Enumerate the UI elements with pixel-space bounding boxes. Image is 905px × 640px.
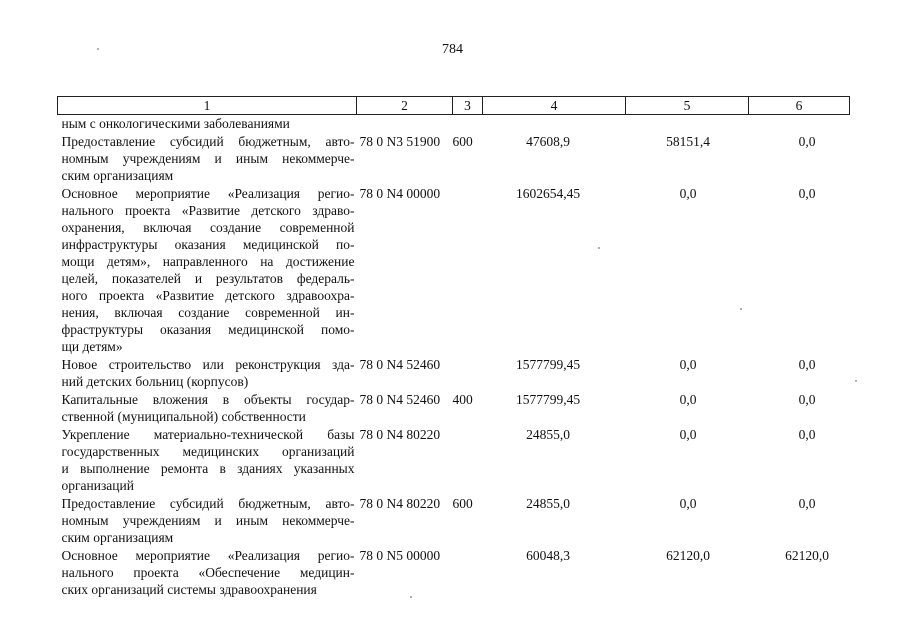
row-name xyxy=(58,494,357,546)
row-value-2: 0,0 xyxy=(679,186,697,201)
row-name-line: фраструктуры оказания медицинской помо- xyxy=(61,322,355,337)
row-vr-code xyxy=(453,355,483,390)
row-value-1: 1577799,45 xyxy=(515,392,581,407)
row-name-line: ских организаций системы здравоохранения xyxy=(61,582,317,597)
row-csr-code: 78 0 N4 80220 xyxy=(359,427,441,442)
row-name xyxy=(58,355,357,390)
row-value-1: 24855,0 xyxy=(526,427,570,442)
row-name-line: номным учреждениям и иным некоммерче- xyxy=(61,513,355,528)
budget-table xyxy=(57,96,850,598)
table-row xyxy=(58,115,850,133)
row-name xyxy=(58,115,357,133)
row-value-2: 0,0 xyxy=(679,427,697,442)
row-name-line: нального проекта «Обеспечение медицин- xyxy=(61,565,355,580)
row-name-line: Основное мероприятие «Реализация регио- xyxy=(61,548,355,563)
row-name-line: Укрепление материально-технической базы xyxy=(61,427,355,442)
row-name-line: Предоставление субсидий бюджетным, авто- xyxy=(61,134,355,149)
row-name-line: ским организациям xyxy=(61,168,174,183)
row-value-2: 62120,0 xyxy=(666,548,710,563)
row-name-line: охранения, включая создание современной xyxy=(61,220,355,235)
row-csr-code: 78 0 N5 00000 xyxy=(359,548,441,563)
row-name-line: ний детских больниц (корпусов) xyxy=(61,374,249,389)
row-value-2: 0,0 xyxy=(679,392,697,407)
row-name-line: ным с онкологическими заболеваниями xyxy=(61,116,290,131)
table-row xyxy=(58,546,850,598)
row-vr-code: 600 xyxy=(452,134,473,149)
row-value-3: 0,0 xyxy=(798,357,816,372)
row-csr-code xyxy=(357,115,453,133)
table-row xyxy=(58,132,850,184)
table-header-row xyxy=(58,97,850,115)
row-name-line: Капитальные вложения в объекты государ- xyxy=(61,392,355,407)
table-body xyxy=(58,115,850,599)
row-value-3: 0,0 xyxy=(798,134,816,149)
row-name-line: номным учреждениям и иным некоммерче- xyxy=(61,151,355,166)
table-row xyxy=(58,390,850,425)
column-header-name: 1 xyxy=(58,97,357,115)
scan-speck xyxy=(855,380,857,382)
column-header-value-3: 6 xyxy=(749,97,850,115)
row-value-3: 0,0 xyxy=(798,427,816,442)
column-header-value-1: 4 xyxy=(483,97,626,115)
row-name xyxy=(58,132,357,184)
scan-speck xyxy=(410,596,412,598)
row-name xyxy=(58,184,357,355)
row-value-1: 60048,3 xyxy=(526,548,570,563)
row-name-line: щи детям» xyxy=(61,339,123,354)
row-name-line: целей, показателей и результатов федераль- xyxy=(61,271,355,286)
row-name-line: Новое строительство или реконструкция зда- xyxy=(61,357,355,372)
table-row xyxy=(58,425,850,494)
row-name-line: мощи детям», направленного на достижение xyxy=(61,254,355,269)
row-vr-code: 600 xyxy=(452,496,473,511)
row-value-2: 0,0 xyxy=(679,357,697,372)
row-csr-code: 78 0 N4 52460 xyxy=(359,357,441,372)
row-name xyxy=(58,390,357,425)
row-name xyxy=(58,546,357,598)
row-vr-code xyxy=(453,546,483,598)
row-value-2: 58151,4 xyxy=(666,134,710,149)
row-name-line: ственной (муниципальной) собственности xyxy=(61,409,306,424)
row-value-1: 47608,9 xyxy=(526,134,570,149)
row-vr-code: 400 xyxy=(452,392,473,407)
column-header-vr: 3 xyxy=(453,97,483,115)
row-name-line: инфраструктуры оказания медицинской по- xyxy=(61,237,355,252)
page-number: 784 xyxy=(442,42,463,57)
row-csr-code: 78 0 N4 80220 xyxy=(359,496,441,511)
scan-speck xyxy=(740,308,742,310)
row-csr-code: 78 0 N4 00000 xyxy=(359,186,441,201)
row-value-1: 1577799,45 xyxy=(515,357,581,372)
row-csr-code: 78 0 N4 52460 xyxy=(359,392,441,407)
table-row xyxy=(58,355,850,390)
scan-speck xyxy=(598,247,600,249)
row-vr-code xyxy=(453,115,483,133)
scan-speck xyxy=(97,48,99,50)
row-name-line: государственных медицинских организаций xyxy=(61,444,355,459)
row-value-3: 62120,0 xyxy=(785,548,829,563)
row-value-3: 0,0 xyxy=(798,496,816,511)
table-row xyxy=(58,184,850,355)
row-name-line: ским организациям xyxy=(61,530,174,545)
row-csr-code: 78 0 N3 51900 xyxy=(359,134,441,149)
row-vr-code xyxy=(453,425,483,494)
row-name-line: Основное мероприятие «Реализация регио- xyxy=(61,186,355,201)
row-name-line: организаций xyxy=(61,478,134,493)
column-header-value-2: 5 xyxy=(626,97,749,115)
row-value-1: 1602654,45 xyxy=(515,186,581,201)
row-name-line: ного проекта «Развитие детского здравоохра- xyxy=(61,288,355,303)
row-name-line: и выполнение ремонта в зданиях указанных xyxy=(61,461,355,476)
row-name-line: Предоставление субсидий бюджетным, авто- xyxy=(61,496,355,511)
row-name-line: нального проекта «Развитие детского здраво- xyxy=(61,203,355,218)
column-header-csr: 2 xyxy=(357,97,453,115)
row-vr-code xyxy=(453,184,483,355)
row-value-3 xyxy=(749,115,850,133)
row-value-2: 0,0 xyxy=(679,496,697,511)
row-value-2 xyxy=(626,115,749,133)
row-name xyxy=(58,425,357,494)
row-name-line: нения, включая создание современной ин- xyxy=(61,305,355,320)
table-row xyxy=(58,494,850,546)
row-value-3: 0,0 xyxy=(798,186,816,201)
row-value-3: 0,0 xyxy=(798,392,816,407)
row-value-1: 24855,0 xyxy=(526,496,570,511)
row-value-1 xyxy=(483,115,626,133)
